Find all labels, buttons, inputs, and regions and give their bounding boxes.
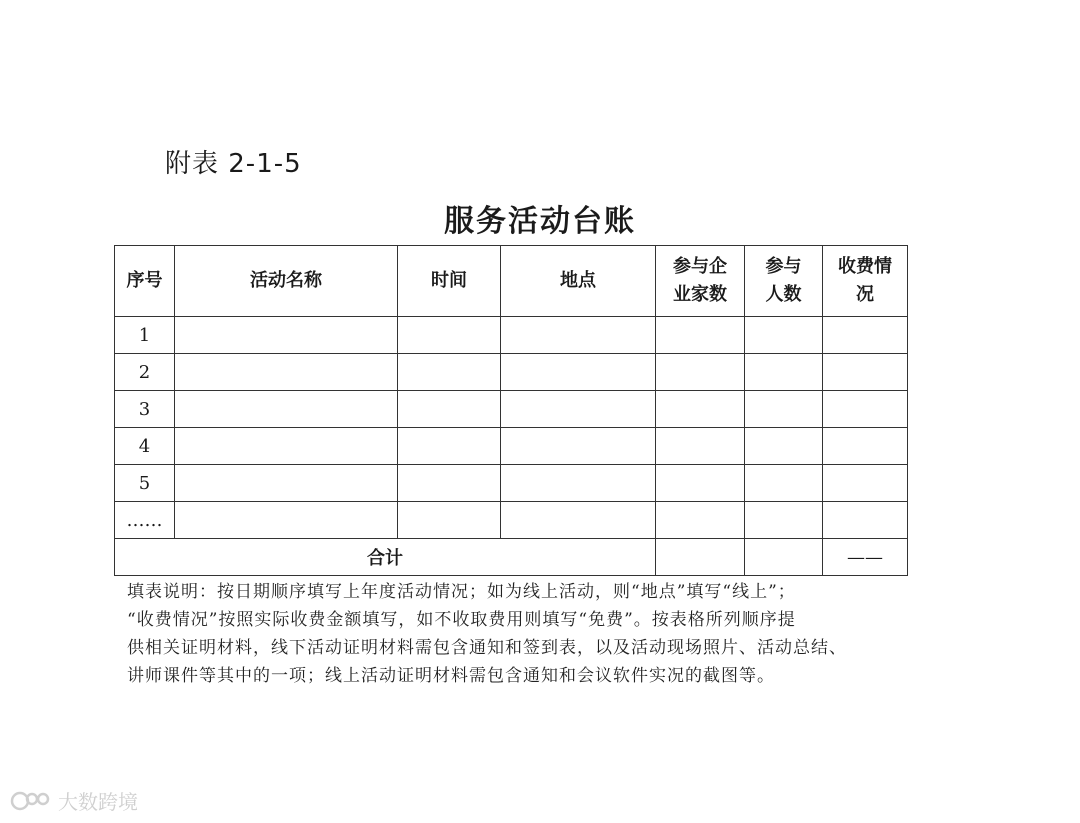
- instruction-line: “收费情况”按照实际收费金额填写，如不收取费用则填写“免费”。按表格所列顺序提: [127, 610, 796, 630]
- watermark-text: 大数跨境: [58, 790, 138, 814]
- cell-location: [501, 391, 656, 428]
- total-companies: [656, 539, 745, 576]
- cell-location: [501, 465, 656, 502]
- cell-time: [398, 465, 501, 502]
- cell-people: [745, 502, 823, 539]
- cell-time: [398, 317, 501, 354]
- cell-serial: ……: [115, 502, 175, 539]
- watermark-logo-icon: [10, 790, 54, 812]
- cell-location: [501, 317, 656, 354]
- table-header-row: [115, 246, 908, 317]
- cell-serial: 5: [115, 465, 175, 502]
- cell-activity-name: [175, 465, 398, 502]
- cell-time: [398, 502, 501, 539]
- header-time: 时间: [398, 246, 501, 317]
- cell-serial: 2: [115, 354, 175, 391]
- cell-companies: [656, 428, 745, 465]
- cell-fee: [823, 354, 908, 391]
- cell-people: [745, 465, 823, 502]
- header-participants: 参与 人数: [745, 246, 823, 317]
- cell-people: [745, 391, 823, 428]
- header-activity-name: 活动名称: [175, 246, 398, 317]
- table-row: [115, 391, 908, 428]
- instruction-line: 供相关证明材料，线下活动证明材料需包含通知和签到表，以及活动现场照片、活动总结、: [127, 638, 847, 658]
- cell-companies: [656, 502, 745, 539]
- cell-time: [398, 354, 501, 391]
- watermark: [10, 786, 138, 815]
- cell-time: [398, 428, 501, 465]
- cell-companies: [656, 465, 745, 502]
- header-serial-number: 序号: [115, 246, 175, 317]
- cell-companies: [656, 317, 745, 354]
- cell-serial: 3: [115, 391, 175, 428]
- cell-fee: [823, 428, 908, 465]
- annex-label: 附表 2-1-5: [165, 149, 302, 179]
- table-row: [115, 502, 908, 539]
- cell-people: [745, 317, 823, 354]
- filling-instructions: [127, 578, 917, 690]
- total-label: 合计: [115, 539, 656, 576]
- cell-companies: [656, 391, 745, 428]
- instruction-line: 讲师课件等其中的一项；线上活动证明材料需包含通知和会议软件实况的截图等。: [127, 666, 775, 686]
- table-row: [115, 317, 908, 354]
- instruction-line: 填表说明：按日期顺序填写上年度活动情况；如为线上活动，则“地点”填写“线上”；: [127, 582, 796, 602]
- service-activity-ledger-table: [114, 245, 908, 576]
- document-title: 服务活动台账: [444, 204, 636, 239]
- table-row: [115, 354, 908, 391]
- cell-serial: 4: [115, 428, 175, 465]
- cell-fee: [823, 391, 908, 428]
- cell-companies: [656, 354, 745, 391]
- cell-fee: [823, 465, 908, 502]
- cell-activity-name: [175, 428, 398, 465]
- cell-activity-name: [175, 317, 398, 354]
- total-row: [115, 539, 908, 576]
- cell-people: [745, 354, 823, 391]
- cell-location: [501, 502, 656, 539]
- cell-time: [398, 391, 501, 428]
- header-participating-companies: 参与企 业家数: [656, 246, 745, 317]
- cell-serial: 1: [115, 317, 175, 354]
- cell-fee: [823, 317, 908, 354]
- cell-activity-name: [175, 354, 398, 391]
- cell-location: [501, 428, 656, 465]
- table-row: [115, 465, 908, 502]
- cell-fee: [823, 502, 908, 539]
- cell-location: [501, 354, 656, 391]
- header-fee-status: 收费情 况: [823, 246, 908, 317]
- total-people: [745, 539, 823, 576]
- cell-people: [745, 428, 823, 465]
- total-fee: ——: [823, 539, 908, 576]
- header-location: 地点: [501, 246, 656, 317]
- cell-activity-name: [175, 502, 398, 539]
- table-row: [115, 428, 908, 465]
- cell-activity-name: [175, 391, 398, 428]
- table-body: [115, 317, 908, 576]
